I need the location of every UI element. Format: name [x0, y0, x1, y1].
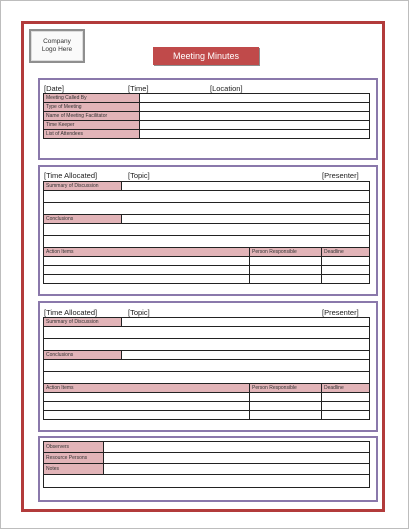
presenter-field[interactable]: [Presenter] — [322, 308, 359, 317]
person-responsible-label: Person Responsible — [250, 248, 322, 257]
table-row — [44, 130, 370, 139]
date-field[interactable]: [Date] — [44, 84, 65, 93]
person-cell[interactable] — [250, 275, 322, 284]
table-row — [44, 402, 370, 411]
table-row — [44, 372, 370, 384]
type-of-meeting-label: Type of Meeting — [44, 103, 140, 112]
table-row — [44, 318, 370, 327]
company-logo-placeholder — [29, 29, 85, 63]
person-cell[interactable] — [250, 257, 322, 266]
facilitator-value[interactable] — [140, 112, 370, 121]
deadline-label: Deadline — [322, 384, 370, 393]
person-responsible-label: Person Responsible — [250, 384, 322, 393]
table-row — [44, 257, 370, 266]
conclusions-line[interactable] — [44, 360, 370, 372]
table-row — [44, 275, 370, 284]
table-row — [44, 453, 370, 464]
table-row — [44, 121, 370, 130]
table-row — [44, 266, 370, 275]
action-item-cell[interactable] — [44, 266, 250, 275]
topic-field[interactable]: [Topic] — [128, 308, 150, 317]
deadline-cell[interactable] — [322, 257, 370, 266]
table-row — [44, 103, 370, 112]
person-cell[interactable] — [250, 402, 322, 411]
conclusions-label: Conclusions — [44, 351, 122, 360]
person-cell[interactable] — [250, 266, 322, 275]
meeting-info-table — [43, 93, 370, 139]
conclusions-line[interactable] — [44, 372, 370, 384]
summary-label: Summary of Discussion — [44, 182, 122, 191]
table-row — [44, 236, 370, 248]
table-row — [44, 248, 370, 257]
table-row — [44, 94, 370, 103]
logo-line-2: Logo Here — [41, 46, 73, 53]
attendees-label: List of Attendees — [44, 130, 140, 139]
notes-value[interactable] — [104, 464, 370, 475]
logo-line-1: Company — [43, 38, 71, 45]
table-row — [44, 339, 370, 351]
table-row — [44, 411, 370, 420]
table-row — [44, 442, 370, 453]
table-row — [44, 224, 370, 236]
conclusions-label: Conclusions — [44, 215, 122, 224]
action-item-cell[interactable] — [44, 275, 250, 284]
summary-value[interactable] — [122, 318, 370, 327]
deadline-cell[interactable] — [322, 393, 370, 402]
notes-label: Notes — [44, 464, 104, 475]
time-allocated-field[interactable]: [Time Allocated] — [44, 171, 98, 180]
topic-field[interactable]: [Topic] — [128, 171, 150, 180]
summary-line[interactable] — [44, 203, 370, 215]
time-keeper-value[interactable] — [140, 121, 370, 130]
document-title: Meeting Minutes — [153, 47, 259, 65]
resource-persons-label: Resource Persons — [44, 453, 104, 464]
summary-label: Summary of Discussion — [44, 318, 122, 327]
conclusions-line[interactable] — [44, 224, 370, 236]
presenter-field[interactable]: [Presenter] — [322, 171, 359, 180]
table-row — [44, 112, 370, 121]
deadline-cell[interactable] — [322, 411, 370, 420]
table-row — [44, 351, 370, 360]
discussion-table — [43, 181, 370, 284]
location-field[interactable]: [Location] — [210, 84, 243, 93]
table-row — [44, 384, 370, 393]
action-item-cell[interactable] — [44, 393, 250, 402]
person-cell[interactable] — [250, 393, 322, 402]
deadline-cell[interactable] — [322, 266, 370, 275]
observers-value[interactable] — [104, 442, 370, 453]
table-row — [44, 182, 370, 191]
action-item-cell[interactable] — [44, 257, 250, 266]
table-row — [44, 393, 370, 402]
summary-line[interactable] — [44, 327, 370, 339]
observers-label: Observers — [44, 442, 104, 453]
table-row — [44, 475, 370, 488]
time-field[interactable]: [Time] — [128, 84, 149, 93]
attendees-value[interactable] — [140, 130, 370, 139]
conclusions-value[interactable] — [122, 215, 370, 224]
time-allocated-field[interactable]: [Time Allocated] — [44, 308, 98, 317]
facilitator-label: Name of Meeting Facilitator — [44, 112, 140, 121]
conclusions-value[interactable] — [122, 351, 370, 360]
deadline-label: Deadline — [322, 248, 370, 257]
table-row — [44, 464, 370, 475]
table-row — [44, 191, 370, 203]
table-row — [44, 203, 370, 215]
table-row — [44, 327, 370, 339]
resource-persons-value[interactable] — [104, 453, 370, 464]
action-item-cell[interactable] — [44, 402, 250, 411]
action-items-label: Action Items — [44, 248, 250, 257]
table-row — [44, 360, 370, 372]
meeting-called-by-value[interactable] — [140, 94, 370, 103]
deadline-cell[interactable] — [322, 275, 370, 284]
table-row — [44, 215, 370, 224]
type-of-meeting-value[interactable] — [140, 103, 370, 112]
person-cell[interactable] — [250, 411, 322, 420]
discussion-table — [43, 317, 370, 420]
conclusions-line[interactable] — [44, 236, 370, 248]
summary-line[interactable] — [44, 339, 370, 351]
action-items-label: Action Items — [44, 384, 250, 393]
notes-line[interactable] — [44, 475, 370, 488]
action-item-cell[interactable] — [44, 411, 250, 420]
summary-value[interactable] — [122, 182, 370, 191]
summary-line[interactable] — [44, 191, 370, 203]
time-keeper-label: Time Keeper — [44, 121, 140, 130]
observers-table — [43, 441, 370, 488]
deadline-cell[interactable] — [322, 402, 370, 411]
meeting-called-by-label: Meeting Called By — [44, 94, 140, 103]
